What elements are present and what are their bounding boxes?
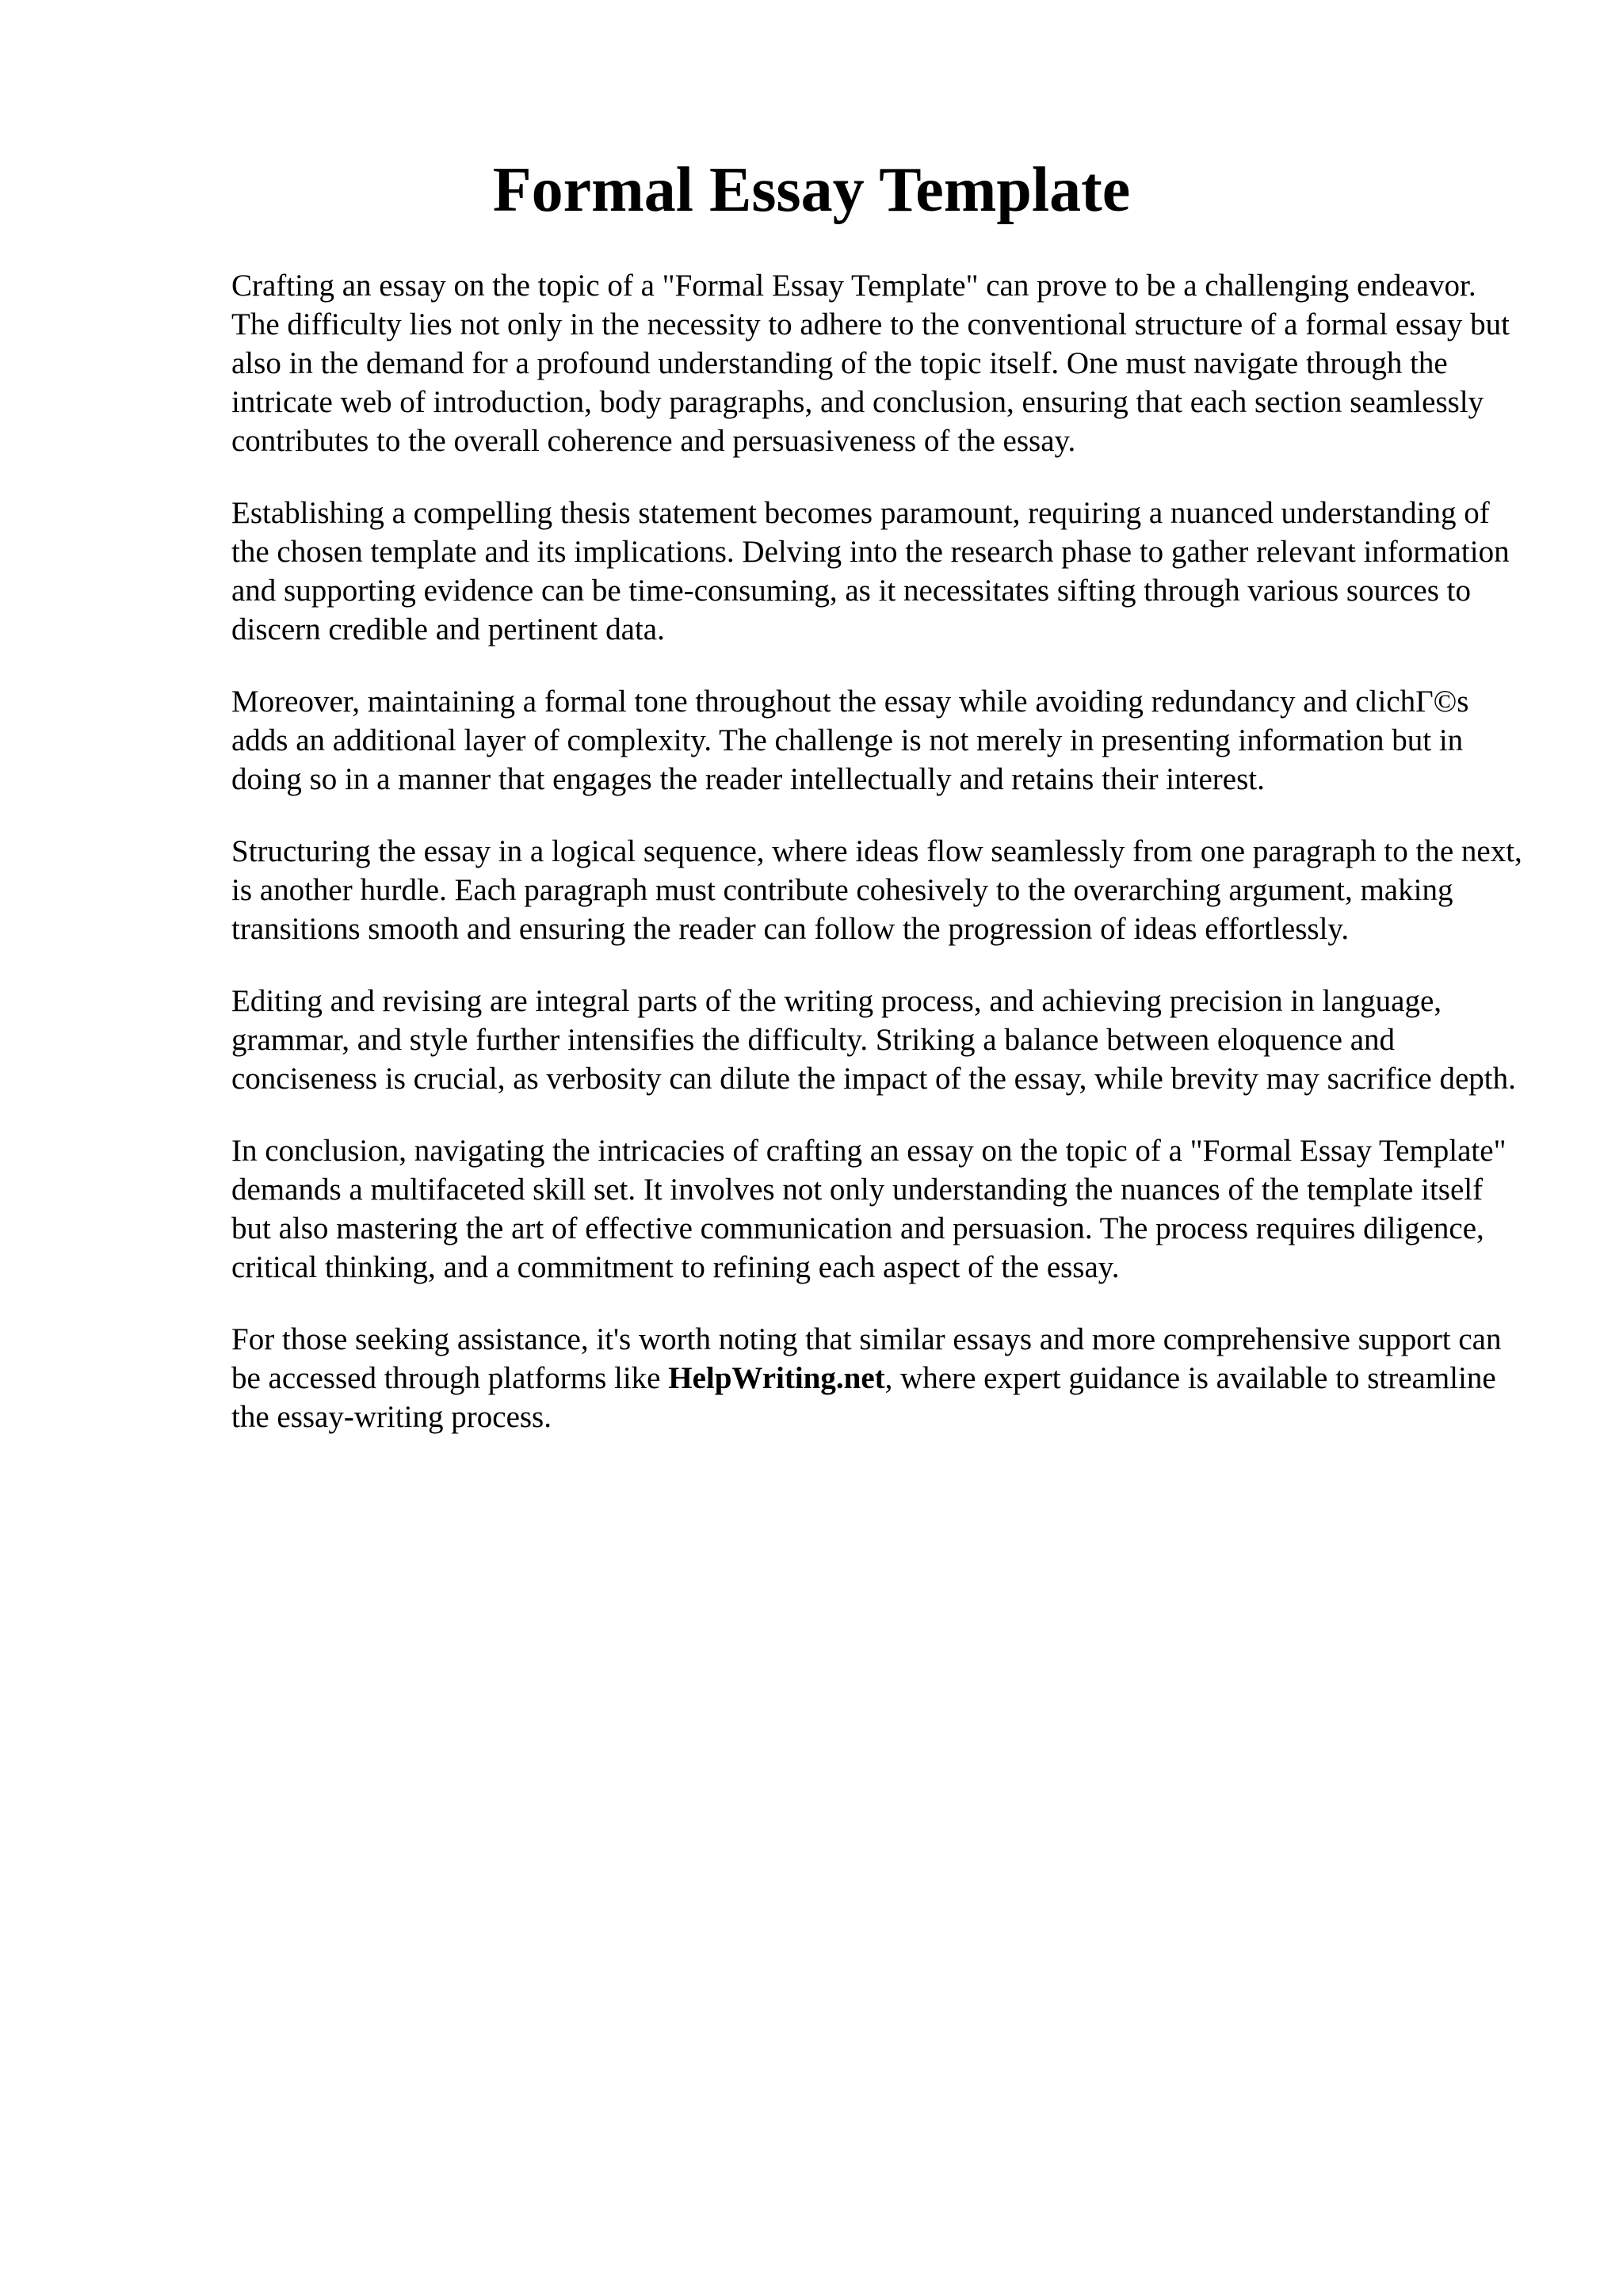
paragraph-4: Structuring the essay in a logical sequence, where ideas flow seamlessly from one paragraph to the next, is another hurdle. Each paragraph must contribute cohesively to the overarching argument, making transitions smooth and ensuring the reader can follow the progression of ideas effortlessly. bbox=[231, 834, 1522, 946]
closing-text-after: , where expert guidance is available to streamline the essay-writing process. bbox=[231, 1361, 1496, 1434]
closing-text-before: For those seeking assistance, it's worth noting that similar essays and more comprehensive support can be accessed through platforms like bbox=[231, 1322, 1502, 1395]
paragraph-5: Editing and revising are integral parts of the writing process, and achieving precision in language, grammar, and style further intensifies the difficulty. Striking a balance between eloquence and conciseness is crucial, as verbosity can dilute the impact of the essay, while brevity may sacrifice depth. bbox=[231, 984, 1516, 1096]
paragraph-1: Crafting an essay on the topic of a "Formal Essay Template" can prove to be a challenging endeavor. The difficulty lies not only in the necessity to adhere to the conventional structure of a formal essay but also in the demand for a profound understanding of the topic itself. One must navigate through the intricate web of introduction, body paragraphs, and conclusion, ensuring that each section seamlessly contributes to the overall coherence and persuasiveness of the essay. bbox=[231, 269, 1510, 458]
closing-paragraph bbox=[231, 1320, 1523, 1436]
paragraph-2: Establishing a compelling thesis statement becomes paramount, requiring a nuanced understanding of the chosen template and its implications. Delving into the research phase to gather relevant information and supporting evidence can be time-consuming, as it necessitates sifting through various sources to discern credible and pertinent data. bbox=[231, 496, 1510, 646]
paragraph-3: Moreover, maintaining a formal tone throughout the essay while avoiding redundancy and clichΓ©s adds an additional layer of complexity. The challenge is not merely in presenting information but in doing so in a manner that engages the reader intellectually and retains their interest. bbox=[231, 685, 1469, 796]
paragraph-6: In conclusion, navigating the intricacies of crafting an essay on the topic of a "Formal Essay Template" demands a multifaceted skill set. It involves not only understanding the nuances of the template itself but also mastering the art of effective communication and persuasion. The process requires diligence, critical thinking, and a commitment to refining each aspect of the essay. bbox=[231, 1134, 1507, 1284]
document-body bbox=[231, 266, 1523, 1470]
document-title: Formal Essay Template bbox=[492, 155, 1131, 225]
helpwriting-link[interactable]: HelpWriting.net bbox=[668, 1361, 885, 1395]
